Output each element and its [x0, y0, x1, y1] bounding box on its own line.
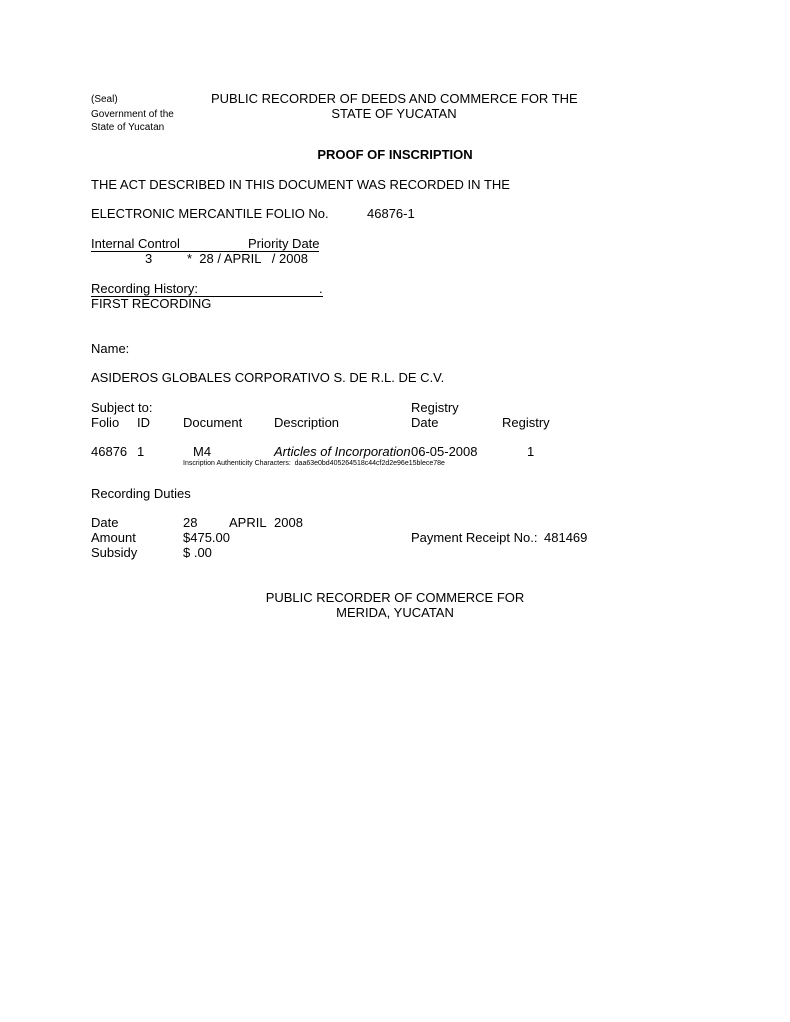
priority-date-label: Priority Date	[248, 236, 320, 251]
priority-date-value: * 28 / APRIL / 2008	[187, 251, 308, 266]
row-document: M4	[193, 444, 212, 459]
duties-date-year: 2008	[274, 515, 303, 530]
description-header: Description	[274, 415, 340, 430]
registry-date-header-2: Date	[411, 415, 439, 430]
document-title: PROOF OF INSCRIPTION	[317, 147, 473, 162]
seal-line-2: State of Yucatan	[91, 122, 165, 133]
footer-line-1: PUBLIC RECORDER OF COMMERCE FOR	[265, 590, 525, 605]
internal-control-label: Internal Control	[91, 236, 180, 251]
seal-label: (Seal)	[91, 94, 118, 105]
registry-date-header-1: Registry	[411, 400, 459, 415]
registry-header: Registry	[502, 415, 550, 430]
seal-line-1: Government of the	[91, 109, 174, 120]
act-statement: THE ACT DESCRIBED IN THIS DOCUMENT WAS RECORDED IN THE	[91, 177, 510, 192]
duties-label: Recording Duties	[91, 486, 191, 501]
history-value: FIRST RECORDING	[91, 296, 212, 311]
folio-label: ELECTRONIC MERCANTILE FOLIO No.	[91, 206, 329, 221]
row-folio: 46876	[91, 444, 128, 459]
document-header: Document	[183, 415, 243, 430]
name-label: Name:	[91, 341, 130, 356]
history-label: Recording History:	[91, 281, 198, 296]
duties-date-month: APRIL	[229, 515, 267, 530]
receipt-label: Payment Receipt No.:	[411, 530, 538, 545]
row-id: 1	[137, 444, 145, 459]
row-date: 06-05-2008	[411, 444, 478, 459]
folio-header: Folio	[91, 415, 120, 430]
id-header: ID	[137, 415, 150, 430]
receipt-value: 481469	[544, 530, 588, 545]
amount-value: $475.00	[183, 530, 230, 545]
internal-control-value: 3	[145, 251, 153, 266]
amount-label: Amount	[91, 530, 136, 545]
duties-date-label: Date	[91, 515, 119, 530]
subsidy-label: Subsidy	[91, 545, 138, 560]
subject-to-label: Subject to:	[91, 400, 153, 415]
duties-date-day: 28	[183, 515, 198, 530]
header-line-2: STATE OF YUCATAN	[331, 106, 457, 121]
row-registry: 1	[527, 444, 535, 459]
header-line-1: PUBLIC RECORDER OF DEEDS AND COMMERCE FOR THE	[211, 91, 578, 106]
company-name: ASIDEROS GLOBALES CORPORATIVO S. DE R.L. DE C.V.	[91, 370, 445, 385]
subsidy-value: $ .00	[183, 545, 212, 560]
folio-value: 46876-1	[367, 206, 415, 221]
history-trailing: .	[319, 281, 323, 296]
footer-line-2: MERIDA, YUCATAN	[336, 605, 454, 620]
row-description: Articles of Incorporation	[274, 444, 411, 459]
authenticity-characters: Inscription Authenticity Characters: daa63e0bd405264518c44cf2d2e96e15blece78e	[183, 460, 445, 467]
